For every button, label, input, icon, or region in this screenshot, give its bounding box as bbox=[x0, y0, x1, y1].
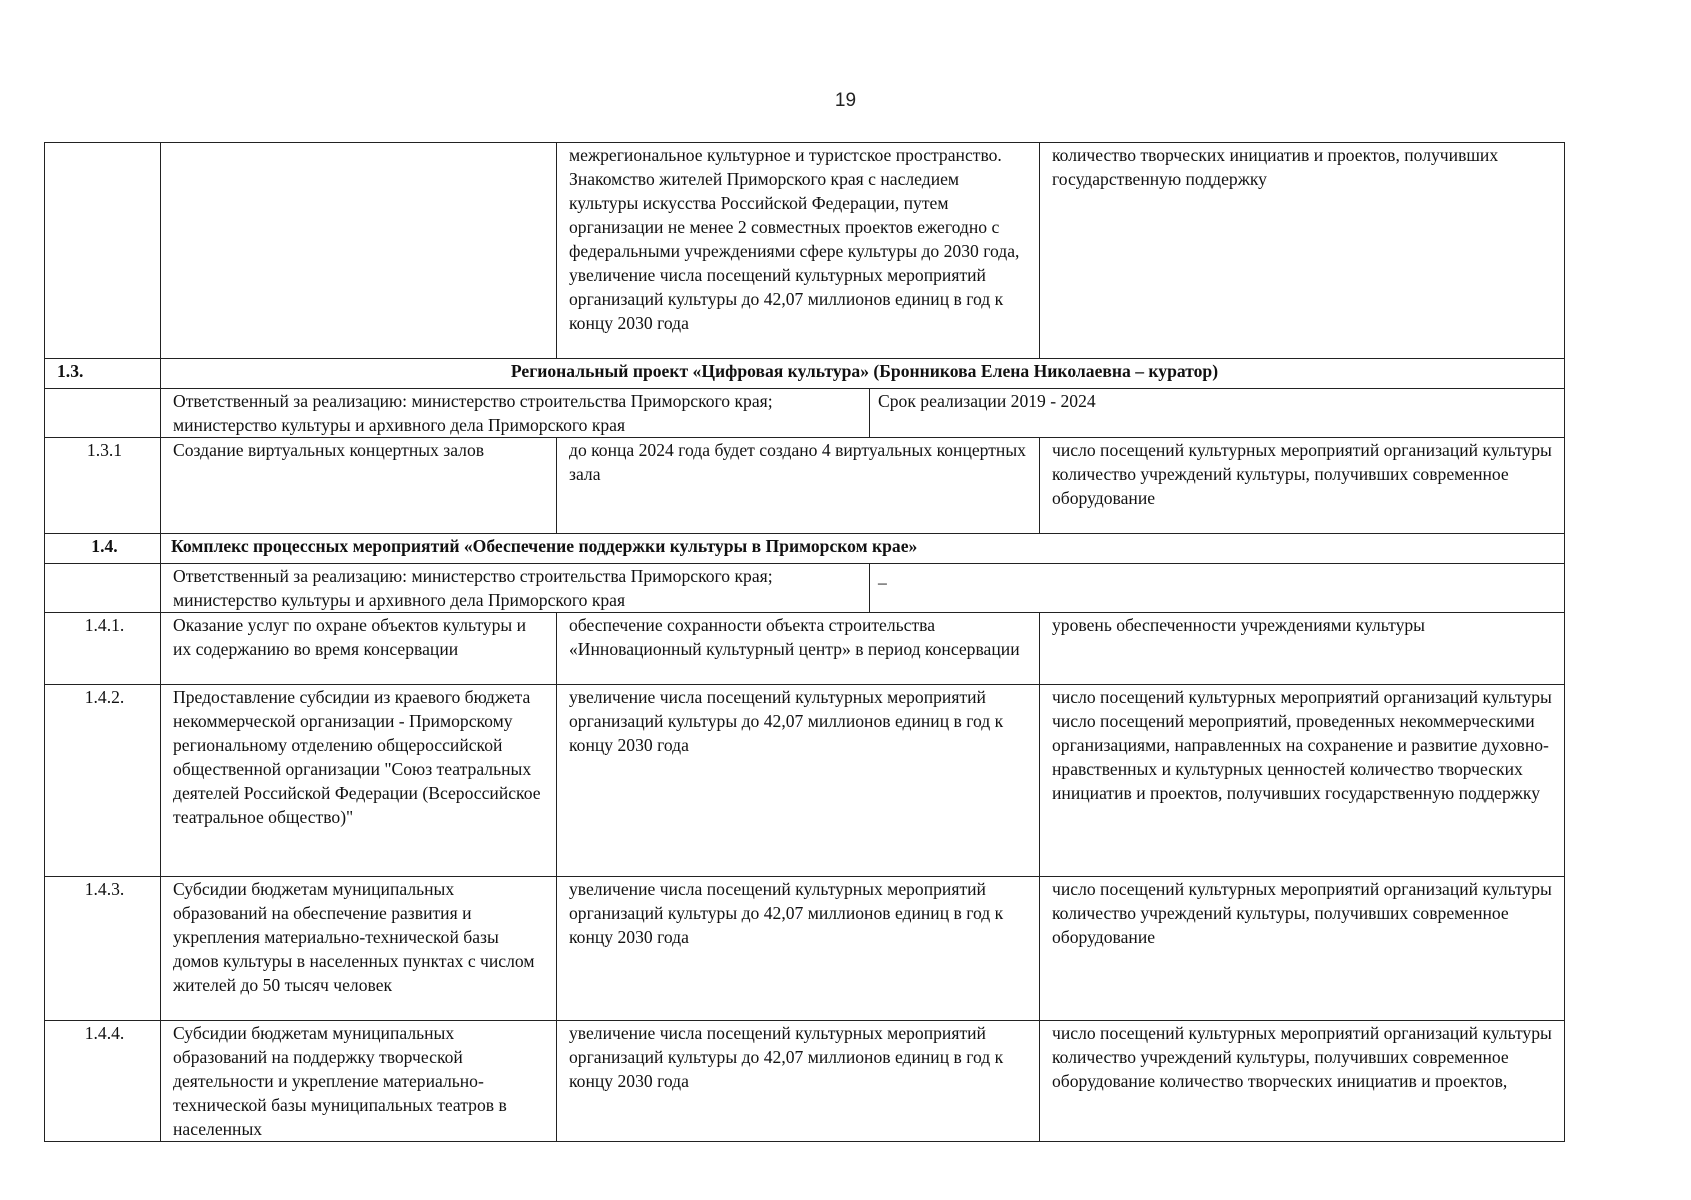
row-number: 1.4.4. bbox=[45, 1021, 161, 1142]
row-number: 1.4.3. bbox=[45, 877, 161, 1021]
measure-name: Оказание услуг по охране объектов культуры и их содержанию во время консервации bbox=[161, 613, 557, 685]
measure-name bbox=[161, 143, 557, 359]
measure-indicator: число посещений культурных мероприятий организаций культуры количество учреждений культуры, получивших современное оборудование bbox=[1040, 877, 1565, 1021]
measure-indicator: уровень обеспеченности учреждениями культуры bbox=[1040, 613, 1565, 685]
responsible-text: Ответственный за реализацию: министерство строительства Приморского края; министерство культуры и архивного дела Приморского края bbox=[173, 566, 773, 610]
section-heading-row bbox=[45, 359, 1565, 389]
section-number: 1.4. bbox=[45, 534, 161, 564]
table-row bbox=[45, 438, 1565, 534]
table-row bbox=[45, 143, 1565, 359]
row-number bbox=[45, 143, 161, 359]
implementation-period: Срок реализации 2019 - 2024 bbox=[869, 389, 1564, 437]
implementation-period: _ bbox=[869, 564, 1564, 612]
measure-indicator: количество творческих инициатив и проектов, получивших государственную поддержку bbox=[1040, 143, 1565, 359]
responsible-text: Ответственный за реализацию: министерство строительства Приморского края; министерство культуры и архивного дела Приморского края bbox=[173, 391, 773, 435]
responsible-row bbox=[45, 564, 1565, 613]
responsible-row bbox=[45, 389, 1565, 438]
section-title: Региональный проект «Цифровая культура» (Бронникова Елена Николаевна – куратор) bbox=[161, 359, 1565, 389]
section-number: 1.3. bbox=[45, 359, 161, 389]
section-heading-row bbox=[45, 534, 1565, 564]
measure-name: Субсидии бюджетам муниципальных образований на поддержку творческой деятельности и укрепление материально-технической базы муниципальных театров в населенных bbox=[161, 1021, 557, 1142]
row-number: 1.4.1. bbox=[45, 613, 161, 685]
measure-result: обеспечение сохранности объекта строительства «Инновационный культурный центр» в период консервации bbox=[557, 613, 1040, 685]
table-row bbox=[45, 685, 1565, 877]
table-row bbox=[45, 877, 1565, 1021]
row-number: 1.4.2. bbox=[45, 685, 161, 877]
measure-name: Субсидии бюджетам муниципальных образований на обеспечение развития и укрепления материально-технической базы домов культуры в населенных пунктах с числом жителей до 50 тысяч человек bbox=[161, 877, 557, 1021]
table-row bbox=[45, 1021, 1565, 1142]
measure-indicator: число посещений культурных мероприятий организаций культуры количество учреждений культуры, получивших современное оборудование количество творческих инициатив и проектов, bbox=[1040, 1021, 1565, 1142]
measure-indicator: число посещений культурных мероприятий организаций культуры количество учреждений культуры, получивших современное оборудование bbox=[1040, 438, 1565, 534]
measure-result: межрегиональное культурное и туристское пространство. Знакомство жителей Приморского края с наследием культуры искусства Российской Федерации, путем организации не менее 2 совместных проектов ежегодно с федеральными учреждениями сфере культуры до 2030 года, увеличение числа посещений культурных мероприятий организаций культуры до 42,07 миллионов единиц в год к концу 2030 года bbox=[557, 143, 1040, 359]
measure-result: увеличение числа посещений культурных мероприятий организаций культуры до 42,07 миллионов единиц в год к концу 2030 года bbox=[557, 877, 1040, 1021]
section-title: Комплекс процессных мероприятий «Обеспечение поддержки культуры в Приморском крае» bbox=[161, 534, 1565, 564]
measure-result: увеличение числа посещений культурных мероприятий организаций культуры до 42,07 миллионов единиц в год к концу 2030 года bbox=[557, 685, 1040, 877]
measure-name: Создание виртуальных концертных залов bbox=[161, 438, 557, 534]
measure-name: Предоставление субсидии из краевого бюджета некоммерческой организации - Приморскому региональному отделению общероссийской общественной организации "Союз театральных деятелей Российской Федерации (Всероссийское театральное общество)" bbox=[161, 685, 557, 877]
measure-result: до конца 2024 года будет создано 4 виртуальных концертных зала bbox=[557, 438, 1040, 534]
table-row bbox=[45, 613, 1565, 685]
page-number: 19 bbox=[834, 90, 857, 111]
row-number: 1.3.1 bbox=[45, 438, 161, 534]
measure-indicator: число посещений культурных мероприятий организаций культуры число посещений мероприятий, проведенных некоммерческими организациями, направленных на сохранение и развитие духовно-нравственных и культурных ценностей количество творческих инициатив и проектов, получивших государственную поддержку bbox=[1040, 685, 1565, 877]
measures-table bbox=[44, 142, 1565, 1142]
measure-result: увеличение числа посещений культурных мероприятий организаций культуры до 42,07 миллионов единиц в год к концу 2030 года bbox=[557, 1021, 1040, 1142]
